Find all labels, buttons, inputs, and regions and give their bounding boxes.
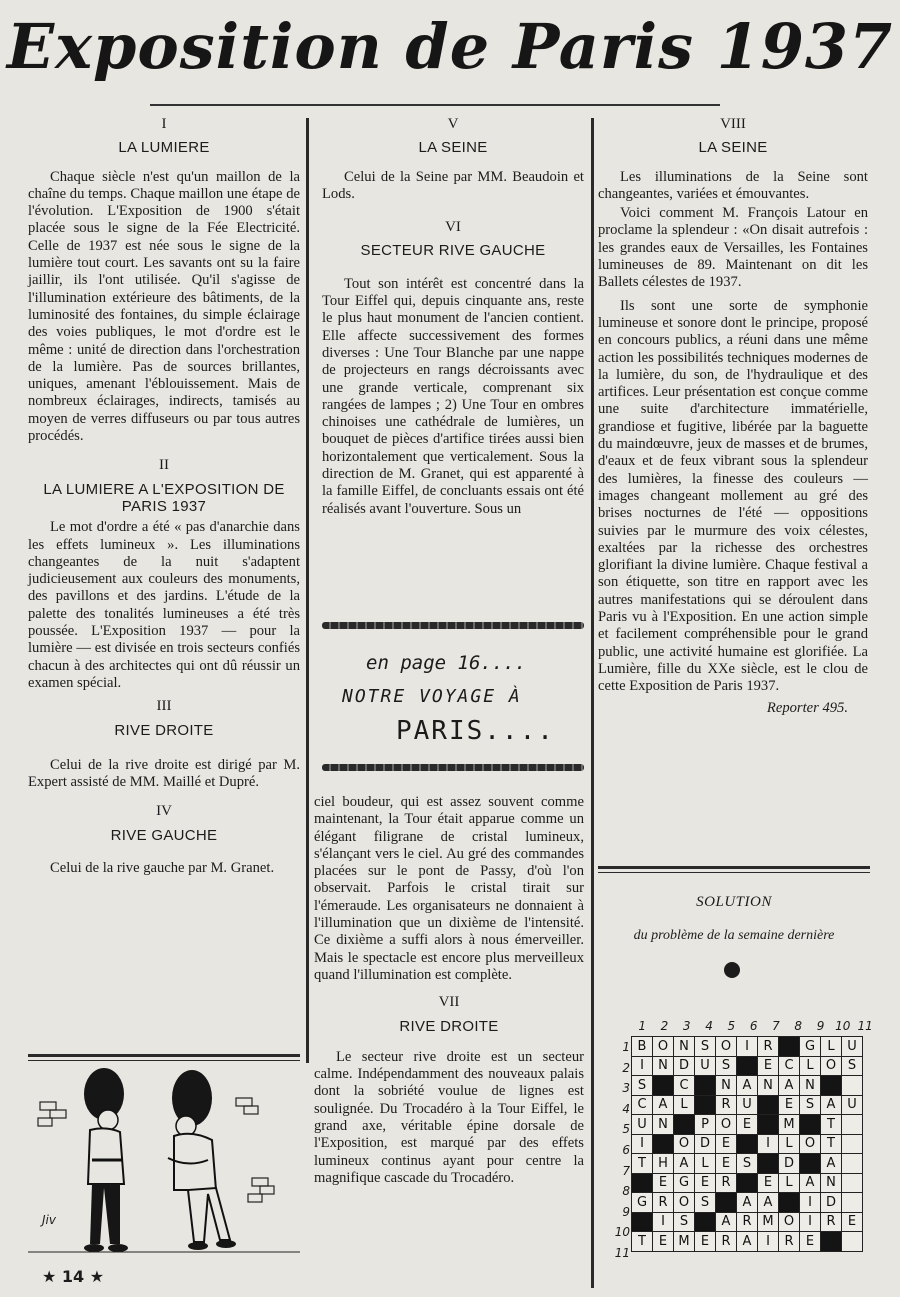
section-number: III — [156, 698, 172, 715]
section-number: II — [159, 457, 169, 474]
grid-letter-cell: A — [758, 1193, 779, 1213]
grid-row — [632, 1134, 863, 1154]
grid-black-cell — [632, 1212, 653, 1232]
solution-top-rule-thin — [598, 872, 870, 873]
grid-letter-cell: A — [821, 1095, 842, 1115]
grid-letter-cell: I — [758, 1134, 779, 1154]
cartoon-signature: Jiv — [42, 1213, 56, 1227]
grid-letter-cell: B — [632, 1037, 653, 1057]
grid-black-cell — [821, 1076, 842, 1096]
paragraph: Les illuminations de la Seine sont changeantes, variées et émouvantes. — [598, 168, 868, 202]
grid-letter-cell: A — [779, 1076, 800, 1096]
grid-row — [632, 1212, 863, 1232]
paragraph: Celui de la rive droite est dirigé par M. Expert assisté de MM. Maillé et Dupré. — [28, 756, 300, 791]
grid-letter-cell: S — [737, 1154, 758, 1174]
grid-letter-cell: G — [632, 1193, 653, 1213]
column-rule-left — [306, 118, 309, 1063]
grid-letter-cell: O — [716, 1115, 737, 1135]
grid-letter-cell: U — [695, 1056, 716, 1076]
section-number: I — [161, 116, 167, 132]
grid-letter-cell: C — [632, 1095, 653, 1115]
page-number: ★ 14 ★ — [42, 1267, 105, 1286]
grid-letter-cell: O — [800, 1134, 821, 1154]
grid-letter-cell: N — [674, 1037, 695, 1057]
grid-column-number: 2 — [660, 1019, 669, 1033]
grid-column-number: 9 — [816, 1019, 825, 1033]
grid-letter-cell: O — [674, 1193, 695, 1213]
grid-row — [632, 1173, 863, 1193]
grid-black-cell — [779, 1037, 800, 1057]
grid-letter-cell: S — [716, 1056, 737, 1076]
grid-row — [632, 1056, 863, 1076]
grid-black-cell — [695, 1212, 716, 1232]
grid-letter-cell: C — [674, 1076, 695, 1096]
grid-letter-cell: A — [737, 1193, 758, 1213]
cartoon-top-rule-thin — [28, 1060, 300, 1061]
grid-column-number: 8 — [794, 1019, 803, 1033]
grid-row — [632, 1076, 863, 1096]
grid-letter-cell: A — [674, 1154, 695, 1174]
grid-row — [632, 1037, 863, 1057]
box-bottom-border — [322, 764, 584, 771]
grid-column-number: 6 — [749, 1019, 758, 1033]
column-2 — [322, 116, 584, 520]
paragraph: Le mot d'ordre a été « pas d'anarchie dans les effets lumineux ». Les illuminations changeantes de la nuit s'adaptent judicieusement aux couleurs des monuments, des pavillons et des jardins. L'étude de la palette des tonalités lumineuses a été très poussée. L'Exposition 1937 — pour la lumière — est divisée en trois secteurs confiés chacun à des architectes qui ont dû réussir un examen spécial. — [28, 519, 300, 691]
section-number: VII — [438, 994, 460, 1011]
box-top-border — [322, 622, 584, 629]
grid-row — [632, 1193, 863, 1213]
grid-letter-cell: A — [653, 1095, 674, 1115]
paragraph: Le secteur rive droite est un secteur calme. Indépendamment des nouveaux palais dont la sobriété voulue de lignes est soulignée. Du Trocadéro à la Tour Eiffel, le grand axe, véritable épine dorsale de l'Exposition, est marqué par des effets lumineux continus ayant pour centre la magnifique cascade du Trocadéro. — [314, 1048, 584, 1186]
column-1 — [28, 116, 300, 879]
section-title: LA LUMIERE A L'EXPOSITION DE PARIS 1937 — [43, 480, 285, 515]
paragraph: Chaque siècle n'est qu'un maillon de la chaîne du temps. Chaque maillon une étape de l'évolution. L'Exposition de 1900 s'était placée sous le signe de la Fée Electricité. Celle de 1937 est née sous le signe de la lumière tout court. Les savants ont su la faire jaillir, ils l'ont utilisée. Qu'il s'agisse de l'illumination extérieure des bâtiments, de la luminosité des fontaines, du simple éclairage des voies publiques, le mot d'ordre est le même : unité de direction dans l'orchestration de la lumière. Pas de sources brillantes, uniques, amenant l'éblouissement. Mais de nombreux éclairages, indirects, tamisés au moyen de verres diffuseurs ou par tous autres procédés. — [28, 168, 300, 445]
section-title: LA SEINE — [698, 139, 768, 157]
grid-row-number: 3 — [622, 1081, 630, 1096]
grid-letter-cell: T — [821, 1134, 842, 1154]
grid-letter-cell: E — [737, 1115, 758, 1135]
grid-letter-cell: I — [800, 1212, 821, 1232]
paragraph: Ils sont une sorte de symphonie lumineuse et sonore dont le principe, proposé en concours publics, a réuni dans une même action les possibilités techniques modernes de la lumière, du son, de l'hydraulique et des artifices. Leur présentation est conçue comme une suite d'architecture immatérielle, grandiose et fugitive, libérée par la baguette du maindœuvre, jeux de masses et de brumes, d'eaux et de feux vibrant sous la splendeur des lumières, la finesse des couleurs — images changeant mollement au gré des brises nocturnes de l'été — oppositions suivies par le murmure des voix célestes, exaltées par la richesse des orchestres glorifiant la divine lumière. Chaque festival a son étiquette, son titre en rapport avec les autres manifestations qui se déroulent dans Paris vu à l'Exposition. En une action simple et facilement compréhensible pour le grand public, une activité humaine est glorifiée. La Lumière, fille du XXe siècle, est le clou de cette Exposition de Paris 1937. — [598, 297, 868, 695]
section-number: VIII — [720, 116, 746, 132]
grid-letter-cell: M — [779, 1115, 800, 1135]
grid-letter-cell: E — [716, 1134, 737, 1154]
grid-letter-cell: U — [842, 1037, 863, 1057]
paragraph: Tout son intérêt est concentré dans la Tour Eiffel qui, depuis cinquante ans, reste le plus haut monument de l'ancien contient. Elle affecte successivement des formes diverses : Une Tour Blanche par une nappe de projecteurs en rangs décroissants avec une grande verticale, comprenant six rangées de lampes ; 2) Une Tour en ombres chinoises une cathédrale de lumières, un bouquet de pièces d'artifice tirées aussi bien horizontalement que verticalement. Sous la direction de M. Granet, qui est apparenté à la famille Eiffel, de concluants essais ont été réalisés avant l'ouverture. Sous un — [322, 275, 584, 517]
grid-letter-cell: R — [821, 1212, 842, 1232]
grid-black-cell — [800, 1115, 821, 1135]
grid-letter-cell: T — [821, 1115, 842, 1135]
grid-row — [632, 1095, 863, 1115]
grid-black-cell — [737, 1056, 758, 1076]
box-line-voyage: NOTRE VOYAGE À — [342, 686, 522, 707]
column-rule-right — [591, 118, 594, 1288]
grid-letter-cell: O — [779, 1212, 800, 1232]
grid-letter-cell: L — [674, 1095, 695, 1115]
cartoon-top-rule — [28, 1054, 300, 1057]
grid-column-number: 10 — [835, 1019, 851, 1033]
grid-letter-cell — [842, 1154, 863, 1174]
grid-letter-cell: E — [779, 1095, 800, 1115]
grid-letter-cell: N — [653, 1056, 674, 1076]
guards-cartoon — [28, 1064, 300, 1264]
grid-letter-cell: U — [632, 1115, 653, 1135]
grid-letter-cell: L — [695, 1154, 716, 1174]
grid-letter-cell: M — [758, 1212, 779, 1232]
column-3 — [598, 116, 868, 717]
grid-column-number: 7 — [772, 1019, 780, 1033]
grid-letter-cell: A — [716, 1212, 737, 1232]
grid-letter-cell: A — [737, 1232, 758, 1252]
grid-letter-cell: N — [758, 1076, 779, 1096]
section-title: RIVE GAUCHE — [110, 826, 218, 844]
grid-letter-cell: S — [632, 1076, 653, 1096]
grid-black-cell — [758, 1115, 779, 1135]
grid-letter-cell: T — [632, 1232, 653, 1252]
grid-letter-cell: R — [653, 1193, 674, 1213]
grid-letter-cell: A — [800, 1173, 821, 1193]
grid-letter-cell: C — [779, 1056, 800, 1076]
article-signature: Reporter 495. — [766, 699, 848, 716]
box-line-paris: PARIS.... — [396, 716, 555, 746]
grid-row — [632, 1115, 863, 1135]
section-number: V — [447, 116, 459, 132]
grid-letter-cell: R — [758, 1037, 779, 1057]
grid-black-cell — [716, 1193, 737, 1213]
grid-black-cell — [758, 1154, 779, 1174]
grid-letter-cell: H — [653, 1154, 674, 1174]
paragraph: Voici comment M. François Latour en proclame la splendeur : «On disait autrefois : les grandes eaux de Versailles, les Fontaines lumineuses de 89. Maintenant on dit les Ballets célestes de 1937. — [598, 205, 868, 291]
grid-letter-cell — [842, 1232, 863, 1252]
grid-black-cell — [653, 1076, 674, 1096]
column-2-continued — [314, 794, 584, 1189]
grid-letter-cell: E — [695, 1173, 716, 1193]
grid-black-cell — [674, 1115, 695, 1135]
grid-letter-cell: O — [674, 1134, 695, 1154]
grid-letter-cell: R — [716, 1173, 737, 1193]
grid-letter-cell: E — [842, 1212, 863, 1232]
grid-row-numbers — [612, 1037, 630, 1264]
grid-letter-cell: D — [674, 1056, 695, 1076]
grid-black-cell — [779, 1193, 800, 1213]
grid-letter-cell: O — [821, 1056, 842, 1076]
grid-letter-cell: N — [821, 1173, 842, 1193]
grid-row — [632, 1232, 863, 1252]
grid-row-number: 4 — [622, 1101, 630, 1116]
grid-black-cell — [737, 1134, 758, 1154]
grid-row-number: 5 — [622, 1122, 630, 1137]
grid-letter-cell: I — [737, 1037, 758, 1057]
grid-letter-cell: E — [653, 1232, 674, 1252]
grid-row-number: 8 — [622, 1184, 630, 1199]
grid-letter-cell: N — [716, 1076, 737, 1096]
solution-title: SOLUTION — [696, 894, 772, 910]
section-title: LA LUMIERE — [118, 139, 210, 157]
grid-black-cell — [653, 1134, 674, 1154]
section-title: RIVE DROITE — [399, 1017, 499, 1035]
grid-letter-cell: I — [800, 1193, 821, 1213]
grid-black-cell — [695, 1076, 716, 1096]
grid-letter-cell: G — [800, 1037, 821, 1057]
grid-letter-cell: R — [737, 1212, 758, 1232]
grid-letter-cell — [842, 1115, 863, 1135]
grid-column-numbers — [631, 1019, 876, 1033]
grid-row-number: 7 — [622, 1163, 630, 1178]
grid-letter-cell: E — [800, 1232, 821, 1252]
grid-letter-cell: T — [632, 1154, 653, 1174]
grid-letter-cell: S — [674, 1212, 695, 1232]
grid-black-cell — [800, 1154, 821, 1174]
paragraph: Celui de la Seine par MM. Beaudoin et Lods. — [322, 168, 584, 202]
section-title: LA SEINE — [418, 139, 488, 157]
title-rule — [150, 104, 720, 106]
grid-letter-cell: U — [842, 1095, 863, 1115]
grid-letter-cell: I — [758, 1232, 779, 1252]
section-title: SECTEUR RIVE GAUCHE — [360, 242, 546, 260]
grid-row-number: 9 — [622, 1204, 630, 1219]
grid-row-number: 11 — [614, 1245, 630, 1260]
grid-letter-cell: E — [695, 1232, 716, 1252]
paragraph: Celui de la rive gauche par M. Granet. — [50, 859, 275, 876]
grid-black-cell — [695, 1095, 716, 1115]
grid-letter-cell: I — [632, 1134, 653, 1154]
grid-letter-cell: N — [653, 1115, 674, 1135]
grid-black-cell — [821, 1232, 842, 1252]
grid-letter-cell — [842, 1134, 863, 1154]
grid-letter-cell: D — [695, 1134, 716, 1154]
grid-letter-cell: S — [695, 1037, 716, 1057]
grid-column-number: 3 — [682, 1019, 691, 1033]
grid-letter-cell: S — [800, 1095, 821, 1115]
grid-row — [632, 1154, 863, 1174]
grid-letter-cell: R — [716, 1232, 737, 1252]
grid-column-number: 11 — [857, 1019, 873, 1033]
grid-column-number: 1 — [638, 1019, 646, 1033]
grid-letter-cell: A — [737, 1076, 758, 1096]
grid-letter-cell: O — [716, 1037, 737, 1057]
grid-letter-cell: L — [821, 1037, 842, 1057]
grid-black-cell — [737, 1173, 758, 1193]
grid-row-number: 2 — [622, 1060, 630, 1075]
grid-letter-cell: N — [800, 1076, 821, 1096]
section-number: VI — [445, 219, 461, 236]
grid-column-number: 5 — [727, 1019, 736, 1033]
grid-letter-cell: U — [737, 1095, 758, 1115]
grid-letter-cell: G — [674, 1173, 695, 1193]
grid-letter-cell: L — [800, 1056, 821, 1076]
grid-letter-cell: L — [779, 1134, 800, 1154]
grid-letter-cell — [842, 1193, 863, 1213]
solution-subtitle: du problème de la semaine dernière — [633, 928, 835, 943]
grid-letter-cell: E — [758, 1056, 779, 1076]
grid-letter-cell: I — [653, 1212, 674, 1232]
solution-top-rule — [598, 866, 870, 869]
grid-letter-cell — [842, 1173, 863, 1193]
grid-black-cell — [758, 1095, 779, 1115]
crossword-grid — [631, 1036, 863, 1252]
grid-letter-cell: S — [842, 1056, 863, 1076]
grid-black-cell — [632, 1173, 653, 1193]
grid-letter-cell: P — [695, 1115, 716, 1135]
grid-letter-cell: D — [779, 1154, 800, 1174]
section-title: RIVE DROITE — [114, 721, 214, 739]
grid-letter-cell: A — [821, 1154, 842, 1174]
box-line-page: en page 16.... — [366, 652, 527, 674]
grid-letter-cell: E — [716, 1154, 737, 1174]
grid-row-number: 10 — [614, 1225, 630, 1240]
grid-row-number: 6 — [622, 1142, 630, 1157]
grid-column-number: 4 — [705, 1019, 713, 1033]
grid-letter-cell: M — [674, 1232, 695, 1252]
grid-letter-cell: O — [653, 1037, 674, 1057]
grid-letter-cell: D — [821, 1193, 842, 1213]
section-number: IV — [156, 803, 172, 820]
paragraph: ciel boudeur, qui est assez souvent comme maintenant, la Tour était apparue comme un élégant filigrane de cristal lumineux, s'élançant vers le ciel. Au gré des commandes placées sur le pont de Passy, d'où l'on observait. Parfois le cristal tirait sur l'émeraude. Les organisateurs ne donnaient à l'illumination que un dixième de l'intensité. Ce dixième a suffi alors à nous émerveiller. Mais le spectacle est encore plus merveilleux quand l'illumination est complète. — [314, 794, 584, 983]
grid-letter-cell: S — [695, 1193, 716, 1213]
ornament-dot — [724, 962, 740, 978]
grid-letter-cell: I — [632, 1056, 653, 1076]
grid-letter-cell: E — [758, 1173, 779, 1193]
grid-letter-cell: R — [716, 1095, 737, 1115]
grid-letter-cell: R — [779, 1232, 800, 1252]
grid-letter-cell: L — [779, 1173, 800, 1193]
grid-row-number: 1 — [622, 1040, 630, 1054]
grid-letter-cell — [842, 1076, 863, 1096]
page-title: Exposition de Paris 1937 — [6, 10, 894, 83]
grid-letter-cell: E — [653, 1173, 674, 1193]
